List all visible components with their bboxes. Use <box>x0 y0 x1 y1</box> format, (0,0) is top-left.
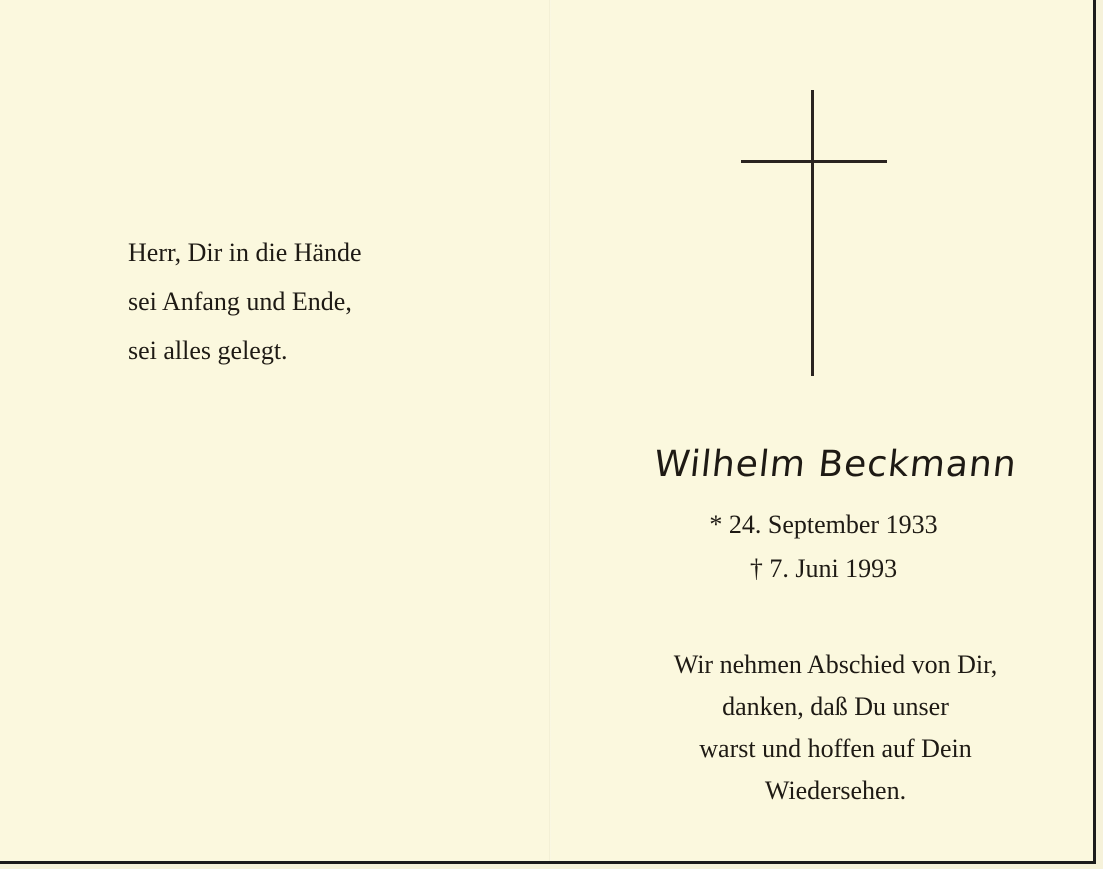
cross-horizontal-bar <box>741 160 887 163</box>
farewell-line-1: Wir nehmen Abschied von Dir, <box>673 650 998 679</box>
verse-line-3: sei alles gelegt. <box>128 336 288 365</box>
farewell-text <box>551 644 1096 812</box>
cross-vertical-bar <box>811 90 814 376</box>
verse-line-1: Herr, Dir in die Hände <box>128 238 362 267</box>
farewell-line-4: Wiedersehen. <box>764 776 907 805</box>
right-panel <box>551 0 1096 861</box>
life-dates <box>551 503 1096 591</box>
deceased-name: Wilhelm Beckmann <box>652 444 1019 485</box>
farewell-line-2: danken, daß Du unser <box>722 692 949 721</box>
left-panel <box>0 0 549 861</box>
farewell-line-3: warst und hoffen auf Dein <box>699 734 972 763</box>
verse <box>128 228 362 375</box>
birth-date: * 24. September 1933 <box>709 510 938 539</box>
verse-line-2: sei Anfang und Ende, <box>128 287 352 316</box>
cross-icon <box>741 90 887 376</box>
death-date: † 7. Juni 1993 <box>749 554 898 583</box>
